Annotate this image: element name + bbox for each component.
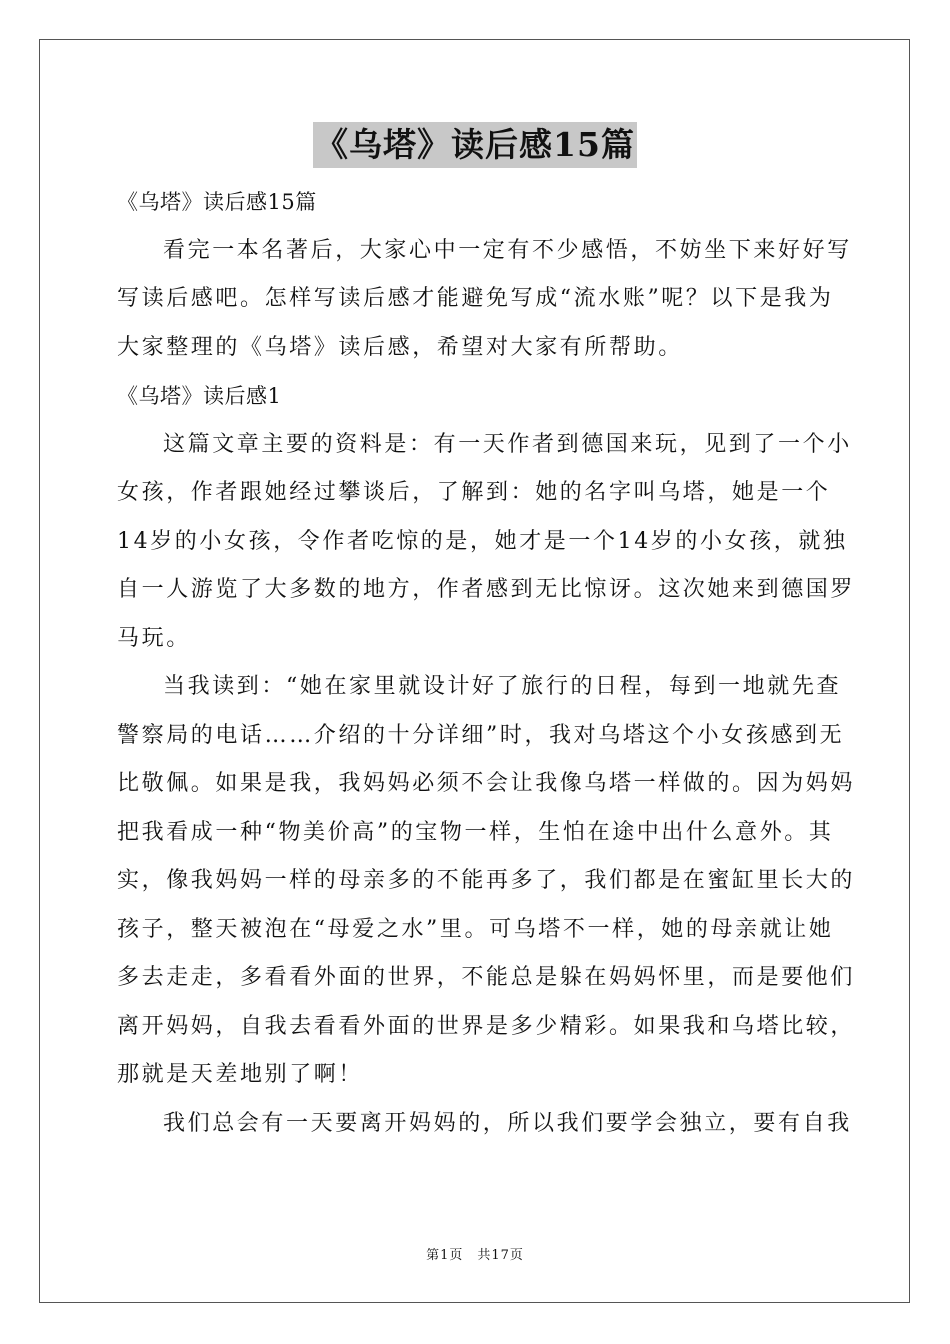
paragraph-line: 这篇文章主要的资料是：有一天作者到德国来玩，见到了一个小 — [163, 431, 852, 457]
paragraph-line: 把我看成一种“物美价高”的宝物一样，生怕在途中出什么意外。其 — [117, 819, 834, 845]
paragraph-line: 那就是天差地别了啊！ — [117, 1062, 364, 1087]
paragraph-line: 大家整理的《乌塔》读后感，希望对大家有所帮助。 — [117, 334, 683, 360]
paragraph-line: 当我读到：“她在家里就设计好了旅行的日程，每到一地就先查 — [163, 674, 842, 699]
paragraph-line: 自一人游览了大多数的地方，作者感到无比惊讶。这次她来到德国罗 — [117, 577, 856, 602]
paragraph-line: 女孩，作者跟她经过攀谈后，了解到：她的名字叫乌塔，她是一个 — [117, 480, 831, 505]
subtitle-line: 《乌塔》读后感15篇 — [117, 190, 317, 214]
title-container — [0, 122, 950, 168]
paragraph-line: 孩子，整天被泡在“母爱之水”里。可乌塔不一样，她的母亲就让她 — [117, 916, 834, 942]
paragraph-line: 离开妈妈，自我去看看外面的世界是多少精彩。如果我和乌塔比较， — [117, 1013, 856, 1039]
paragraph-line: 14岁的小女孩，令作者吃惊的是，她才是一个14岁的小女孩，就独 — [117, 528, 848, 554]
paragraph-line: 写读后感吧。怎样写读后感才能避免写成“流水账”呢？以下是我为 — [117, 286, 834, 311]
document-body — [117, 178, 856, 1148]
paragraph-line: 我们总会有一天要离开妈妈的，所以我们要学会独立，要有自我 — [163, 1110, 852, 1136]
paragraph-line: 比敬佩。如果是我，我妈妈必须不会让我像乌塔一样做的。因为妈妈 — [117, 771, 856, 796]
page-title: 《乌塔》读后感15篇 — [313, 122, 637, 168]
paragraph-line: 警察局的电话……介绍的十分详细”时，我对乌塔这个小女孩感到无 — [117, 722, 845, 748]
paragraph-line: 多去走走，多看看外面的世界，不能总是躲在妈妈怀里，而是要他们 — [117, 965, 856, 990]
paragraph-line: 看完一本名著后，大家心中一定有不少感悟，不妨坐下来好好写 — [163, 237, 852, 263]
paragraph-line: 马玩。 — [117, 625, 191, 651]
paragraph-line: 实，像我妈妈一样的母亲多的不能再多了，我们都是在蜜缸里长大的 — [117, 868, 856, 893]
section-heading: 《乌塔》读后感1 — [117, 384, 282, 408]
page-number-footer: 第1页 共17页 — [426, 1248, 524, 1263]
